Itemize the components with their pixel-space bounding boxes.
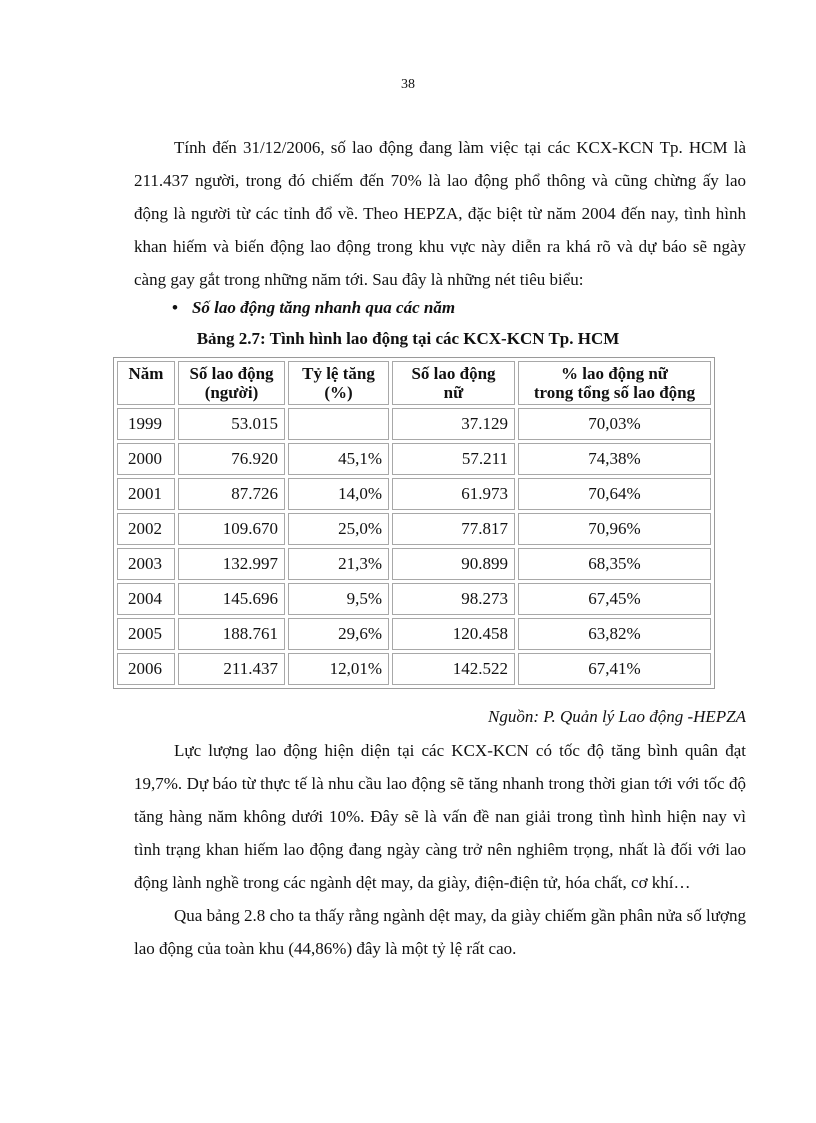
bullet-heading-text: Số lao động tăng nhanh qua các năm (191, 298, 456, 317)
cell-growth: 45,1% (288, 443, 389, 475)
cell-growth: 21,3% (288, 548, 389, 580)
cell-female-workers: 77.817 (392, 513, 515, 545)
table-row (117, 513, 711, 545)
cell-female-workers: 61.973 (392, 478, 515, 510)
table-source: Nguồn: P. Quản lý Lao động -HEPZA (488, 707, 746, 726)
cell-growth: 9,5% (288, 583, 389, 615)
body-paragraph: Lực lượng lao động hiện diện tại các KCX-KCN có tốc độ tăng bình quân đạt 19,7%. Dự báo từ thực tế là nhu cầu lao động sẽ tăng nhanh trong thời gian tới với tốc độ tăng hàng năm không dưới 10%. Đây sẽ là vấn đề nan giải trong tình hình hiện nay vì tình trạng khan hiếm lao động đang ngày càng trở nên nghiêm trọng, nhất là đối với lao động lành nghề trong các ngành dệt may, da giày, điện-điện tử, hóa chất, cơ khí… (134, 741, 746, 892)
page-number: 38 (401, 77, 415, 92)
cell-female-workers: 90.899 (392, 548, 515, 580)
labor-table (113, 357, 715, 689)
bullet-dot-icon: • (172, 298, 178, 317)
cell-year: 2003 (117, 548, 175, 580)
cell-growth (288, 408, 389, 440)
table-row (117, 408, 711, 440)
cell-female-workers: 120.458 (392, 618, 515, 650)
cell-female-workers: 37.129 (392, 408, 515, 440)
cell-workers: 87.726 (178, 478, 285, 510)
cell-female-pct: 70,64% (518, 478, 711, 510)
header-year: Năm (117, 361, 175, 405)
table-header-row (117, 361, 711, 405)
intro-paragraph: Tính đến 31/12/2006, số lao động đang làm việc tại các KCX-KCN Tp. HCM là 211.437 người, trong đó chiếm đến 70% là lao động phổ thông và cũng chừng ấy lao động là người từ các tỉnh đổ về. Theo HEPZA, đặc biệt từ năm 2004 đến nay, tình hình khan hiếm và biến động lao động trong khu vực này diễn ra khá rõ và dự báo sẽ ngày càng gay gắt trong những năm tới. Sau đây là những nét tiêu biểu: (134, 138, 746, 289)
table-row (117, 443, 711, 475)
cell-year: 2005 (117, 618, 175, 650)
cell-female-pct: 63,82% (518, 618, 711, 650)
cell-female-pct: 68,35% (518, 548, 711, 580)
table-row (117, 583, 711, 615)
header-female-pct: % lao động nữ trong tổng số lao động (518, 361, 711, 405)
header-workers: Số lao động (người) (178, 361, 285, 405)
cell-female-pct: 67,41% (518, 653, 711, 685)
cell-female-pct: 67,45% (518, 583, 711, 615)
cell-female-workers: 57.211 (392, 443, 515, 475)
cell-growth: 12,01% (288, 653, 389, 685)
cell-female-pct: 70,96% (518, 513, 711, 545)
table-row (117, 618, 711, 650)
cell-year: 1999 (117, 408, 175, 440)
cell-year: 2002 (117, 513, 175, 545)
table-row (117, 548, 711, 580)
body-section (134, 734, 746, 965)
intro-section (134, 131, 746, 296)
body-paragraph: Qua bảng 2.8 cho ta thấy rằng ngành dệt may, da giày chiếm gần phân nửa số lượng lao động của toàn khu (44,86%) đây là một tỷ lệ rất cao. (134, 906, 746, 958)
header-growth: Tỷ lệ tăng (%) (288, 361, 389, 405)
cell-year: 2000 (117, 443, 175, 475)
cell-growth: 29,6% (288, 618, 389, 650)
cell-female-workers: 142.522 (392, 653, 515, 685)
cell-workers: 132.997 (178, 548, 285, 580)
cell-female-pct: 70,03% (518, 408, 711, 440)
table-row (117, 478, 711, 510)
bullet-heading (172, 298, 455, 318)
cell-growth: 25,0% (288, 513, 389, 545)
cell-growth: 14,0% (288, 478, 389, 510)
cell-workers: 53.015 (178, 408, 285, 440)
cell-workers: 145.696 (178, 583, 285, 615)
cell-female-pct: 74,38% (518, 443, 711, 475)
cell-workers: 211.437 (178, 653, 285, 685)
table-caption: Bảng 2.7: Tình hình lao động tại các KCX-KCN Tp. HCM (196, 329, 620, 348)
cell-year: 2001 (117, 478, 175, 510)
cell-workers: 76.920 (178, 443, 285, 475)
header-female-workers: Số lao động nữ (392, 361, 515, 405)
cell-year: 2006 (117, 653, 175, 685)
cell-female-workers: 98.273 (392, 583, 515, 615)
cell-workers: 188.761 (178, 618, 285, 650)
cell-workers: 109.670 (178, 513, 285, 545)
cell-year: 2004 (117, 583, 175, 615)
table-row (117, 653, 711, 685)
